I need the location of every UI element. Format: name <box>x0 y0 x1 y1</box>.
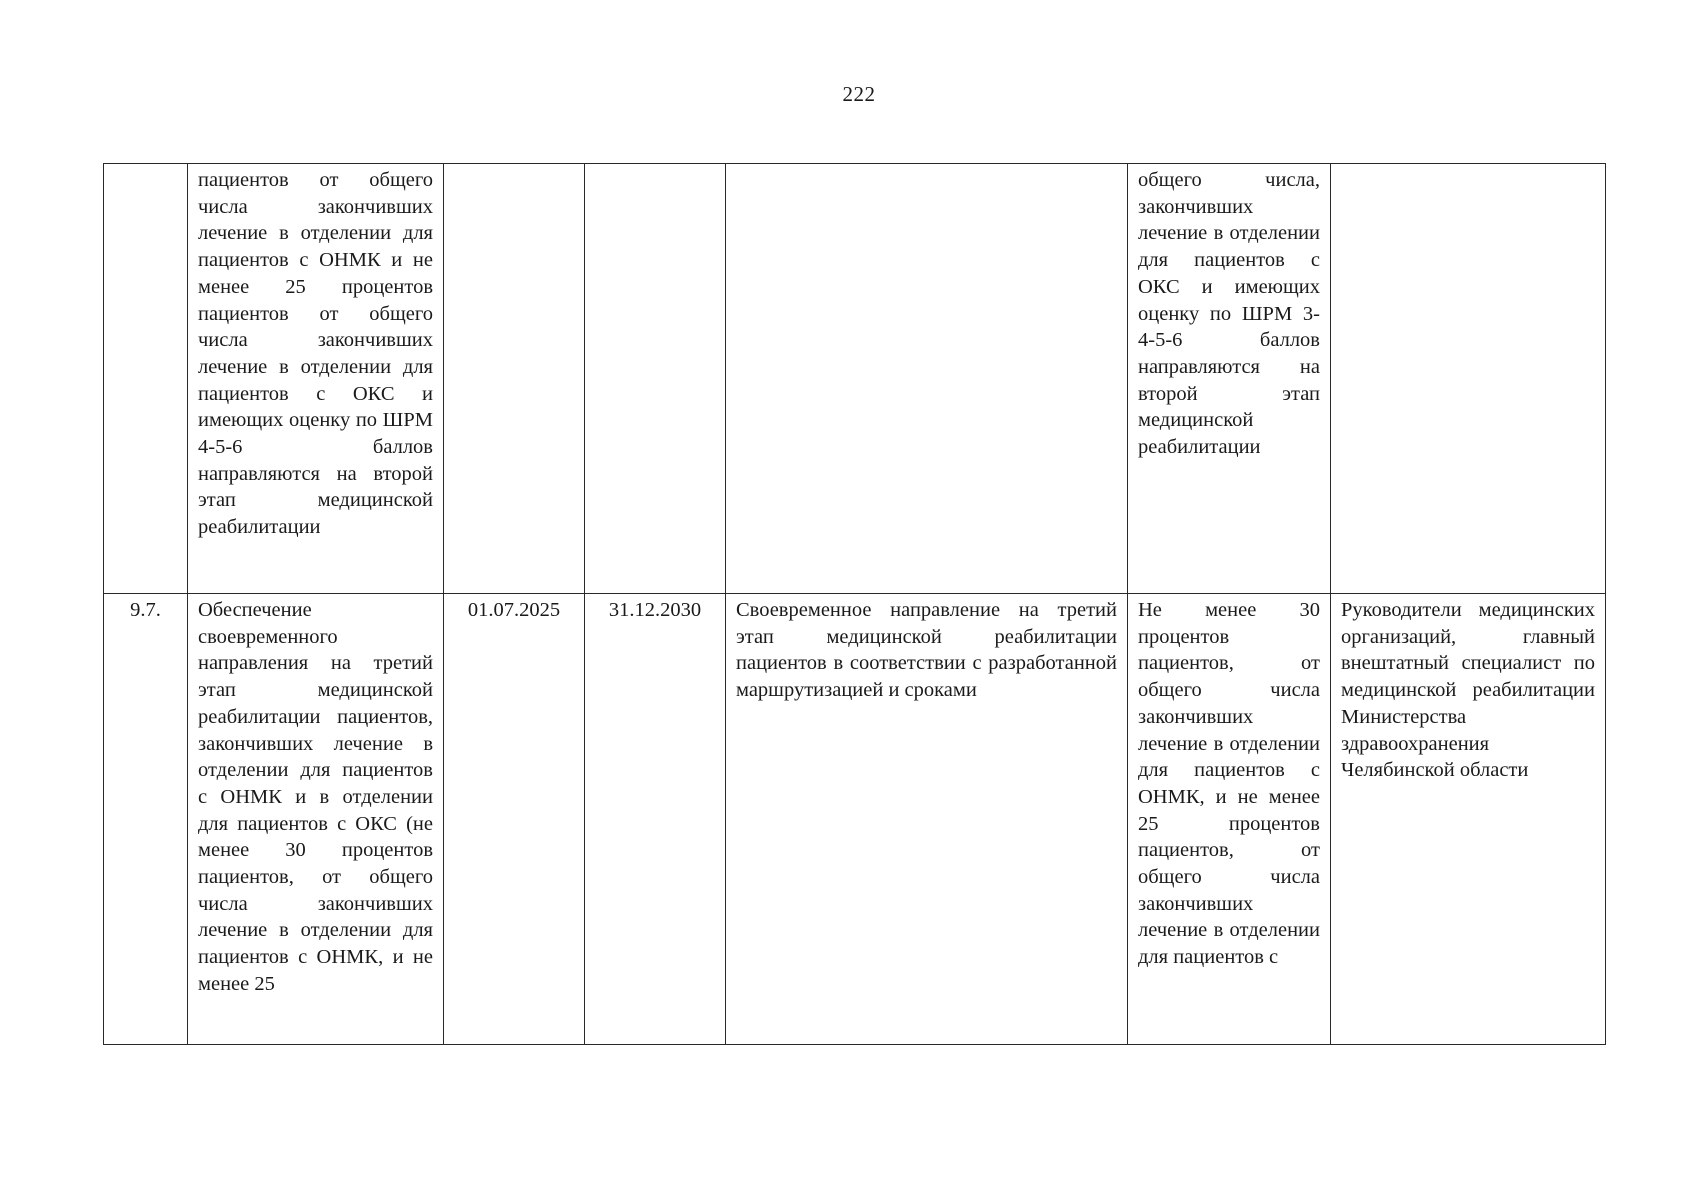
cell-action: пациентов от общего числа закончивших лечение в отделении для пациентов с ОНМК и не менее 25 процентов пациентов от общего числа закончивших лечение в отделении для пациентов с ОКС и имеющих оценку по ШРМ 4-5-6 баллов направляются на второй этап медицинской реабилитации <box>188 164 444 594</box>
cell-indicator: Не менее 30 процентов пациентов, от общего числа закончивших лечение в отделении для пациентов с ОНМК, и не менее 25 процентов пациентов, от общего числа закончивших лечение в отделении для пациентов с <box>1128 594 1331 1045</box>
cell-responsible: Руководители медицинских организаций, главный внештатный специалист по медицинской реабилитации Министерства здравоохранения Челябинской области <box>1331 594 1606 1045</box>
action-plan-table <box>103 163 1606 1045</box>
cell-number: 9.7. <box>104 594 188 1045</box>
cell-responsible <box>1331 164 1606 594</box>
page-number: 222 <box>842 82 876 106</box>
cell-number <box>104 164 188 594</box>
cell-end-date: 31.12.2030 <box>585 594 726 1045</box>
cell-start-date <box>444 164 585 594</box>
cell-indicator: общего числа, закончивших лечение в отделении для пациентов с ОКС и имеющих оценку по ШРМ 3-4-5-6 баллов направляются на второй этап медицинской реабилитации <box>1128 164 1331 594</box>
table-row <box>104 164 1606 594</box>
cell-action: Обеспечение своевременного направления на третий этап медицинской реабилитации пациентов, закончивших лечение в отделении для пациентов с ОНМК и в отделении для пациентов с ОКС (не менее 30 процентов пациентов, от общего числа закончивших лечение в отделении для пациентов с ОНМК, и не менее 25 <box>188 594 444 1045</box>
cell-end-date <box>585 164 726 594</box>
cell-result: Своевременное направление на третий этап медицинской реабилитации пациентов в соответствии с разработанной маршрутизацией и сроками <box>726 594 1128 1045</box>
table-row <box>104 594 1606 1045</box>
cell-start-date: 01.07.2025 <box>444 594 585 1045</box>
cell-result <box>726 164 1128 594</box>
